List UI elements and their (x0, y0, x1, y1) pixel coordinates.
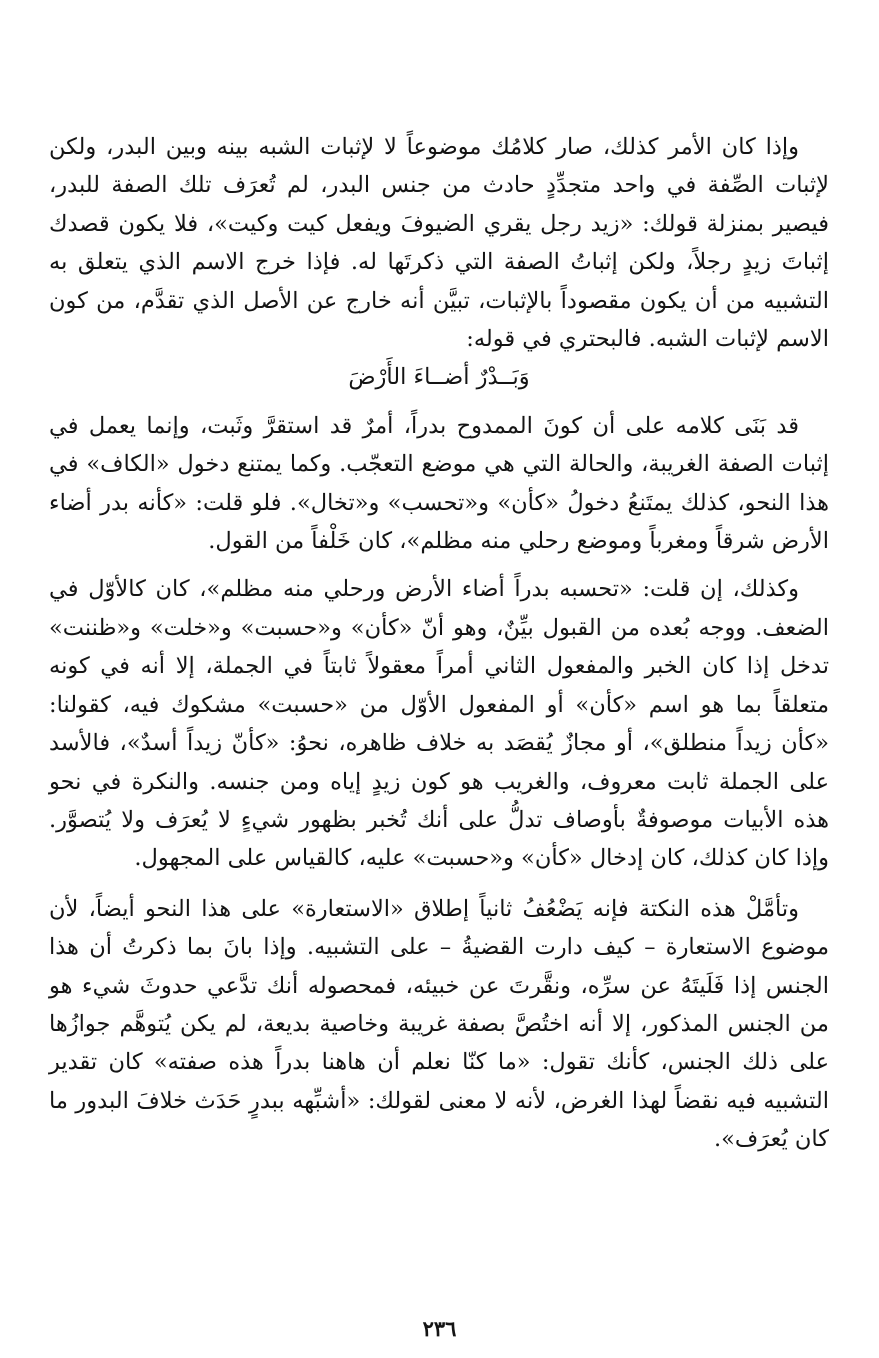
paragraph-1: وإذا كان الأمر كذلك، صار كلامُك موضوعاً لا لإثبات الشبه بينه وبين البدر، ولكن لإثبات الصِّفة في واحد متجدِّدٍ حادث من جنس البدر، لم تُعرَف تلك الصفة للبدر، فيصير بمنزلة قولك: «زيد رجل يقري الضيوفَ ويفعل كيت وكيت»، فلا يكون قصدك إثباتَ زيدٍ رجلاً، ولكن إثباتُ الصفة التي ذكرتَها له. فإذا خرج الاسم الذي يتعلق به التشبيه من أن يكون مقصوداً بالإثبات، تبيَّن أنه خارج عن الأصل الذي تقدَّم، من كون الاسم لإثبات الشبه. فالبحتري في قوله: (49, 134, 829, 353)
paragraph-2: قد بَنَى كلامه على أن كونَ الممدوح بدراً، أمرٌ قد استقرَّ وثَبت، وإنما يعمل في إثبات الصفة الغريبة، والحالة التي هي موضع التعجّب. وكما يمتنع دخول «الكاف» في هذا النحو، كذلك يمتَنعُ دخولُ «كأن» و«تحسب» و«تخال». فلو قلت: «كأنه بدر أضاء الأرض شرقاً ومغرباً وموضع رحلي منه مظلم»، كان خَلْفاً من القول. (49, 412, 829, 555)
paragraph-4: وتأمَّلْ هذه النكتة فإنه يَضْعُفُ ثانياً إطلاق «الاستعارة» على هذا النحو أيضاً، لأن موضوع الاستعارة – كيف دارت القضيةُ – على التشبيه. وإذا بانَ بما ذكرتُ أن هذا الجنس إذا فَلَيتَهُ عن سرِّه، ونقَّرتَ عن خبيئه، فمحصوله أنك تدَّعي حدوثَ شيء هو من الجنس المذكور، إلا أنه اختُصَّ بصفة غريبة وخاصية بديعة، لم يكن يُتوهَّم جوازُها على ذلك الجنس، كأنك تقول: «ما كنّا نعلم أن هاهنا بدراً هذه صفته» كان تقدير التشبيه فيه نقضاً لهذا الغرض، لأنه لا معنى لقولك: «أشبِّهه ببدرٍ حَدَث خلافَ البدور ما كان يُعرَف». (49, 895, 829, 1153)
paragraph-3: وكذلك، إن قلت: «تحسبه بدراً أضاء الأرض ورحلي منه مظلم»، كان كالأوّل في الضعف. ووجه بُعده من القبول بيِّنٌ، وهو أنّ «كأن» و«حسبت» و«خلت» و«ظننت» تدخل إذا كان الخبر والمفعول الثاني أمراً معقولاً ثابتاً في الجملة، إلا أنه في كونه متعلقاً بما هو اسم «كأن» أو المفعول الأوّل من «حسبت» مشكوك فيه، كقولنا: «كأن زيداً منطلق»، أو مجازٌ يُقصَد به خلاف ظاهره، نحوُ: «كأنّ زيداً أسدٌ»، فالأسد على الجملة ثابت معروف، والغريب هو كون زيدٍ إياه ومن جنسه. والنكرة في نحو هذه الأبيات موصوفةٌ بأوصاف تدلُّ على أنك تُخبر بظهور شيءٍ لا يُعرَف ولا يُتصوَّر. وإذا كان كذلك، كان إدخال «كأن» و«حسبت» عليه، كالقياس على المجهول. (49, 576, 829, 872)
document-page (49, 128, 829, 1159)
verse-line: وَبَــدْرٌ أضــاءَ الأَرْضَ (348, 364, 530, 391)
page-number: ٢٣٦ (422, 1316, 457, 1341)
